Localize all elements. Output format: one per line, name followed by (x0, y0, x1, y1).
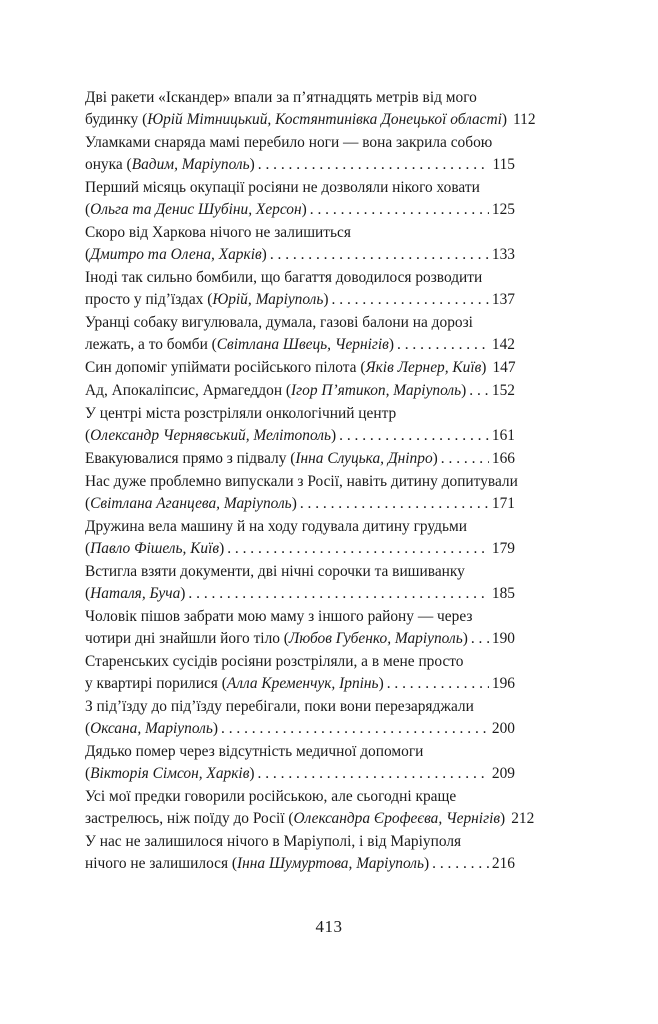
toc-entry-source: Яків Лернер, Київ (365, 359, 482, 376)
toc-entry-last-line (85, 154, 515, 176)
toc-entry-source: Олександр Чернявський, Мелітополь (90, 427, 331, 444)
toc-entry-text (85, 380, 466, 402)
toc-entry-text (85, 289, 329, 311)
toc-entry-page-number: 133 (491, 246, 515, 263)
toc-entry-last-line (85, 493, 515, 515)
dot-leader (339, 425, 489, 447)
toc-entry-last-line (85, 628, 515, 650)
toc-entry-page-number: 147 (492, 359, 516, 376)
toc-entry-page-number: 185 (491, 585, 515, 602)
toc-entry-title-line: Дядько помер через відсутність медичної допомоги (85, 743, 424, 760)
toc-entry-source: Любов Губенко, Маріуполь (288, 630, 463, 647)
toc-entry (85, 87, 536, 131)
toc-entry (85, 516, 515, 560)
toc-entry-source: Оксана, Маріуполь (90, 720, 213, 737)
toc-entry-close-paren: ) (330, 427, 337, 444)
toc-entry-title-line: З під’їзду до під’їзду перебігали, поки вони перезаряджали (85, 698, 474, 715)
toc-entry-title-line: Уранці собаку вигулювала, думала, газові балони на дорозі (85, 314, 473, 331)
toc-entry (85, 222, 515, 266)
toc-entry-text (85, 673, 384, 695)
toc-entry-title-end: ( (85, 765, 91, 782)
toc-entry-page-number: 212 (511, 810, 535, 827)
dot-leader (387, 673, 489, 695)
toc-entry-text (85, 853, 429, 875)
toc-entry-page-number: 179 (491, 540, 515, 557)
table-of-contents (85, 87, 536, 876)
toc-entry-text (85, 808, 505, 830)
toc-entry-last-line (85, 853, 515, 875)
toc-entry-source: Юрій, Маріуполь (212, 291, 324, 308)
toc-entry (85, 606, 515, 650)
toc-entry-close-paren: ) (212, 720, 218, 737)
dot-leader (441, 448, 489, 470)
toc-entry-source: Юрій Мітницький, Костянтинівка Донецької області (147, 111, 502, 128)
toc-entry-page-number: 142 (491, 336, 515, 353)
toc-entry-title-end: ( (85, 720, 91, 737)
toc-entry-text (85, 583, 185, 605)
toc-entry-title-end: ( (85, 246, 91, 263)
toc-entry (85, 448, 515, 470)
toc-entry-text (85, 493, 297, 515)
dot-leader (310, 199, 489, 221)
toc-entry-source: Дмитро та Олена, Харків (90, 246, 262, 263)
toc-entry-close-paren: ) (424, 855, 430, 872)
toc-entry-title-line: У нас не залишилося нічого в Маріуполі, і від Маріуполя (85, 833, 462, 850)
toc-entry (85, 312, 515, 356)
toc-entry-close-paren: ) (323, 291, 329, 308)
toc-entry-title-end: Ад, Апокаліпсис, Армагеддон ( (85, 382, 292, 399)
dot-leader (397, 334, 489, 356)
toc-entry-last-line (85, 673, 515, 695)
toc-entry-page-number: 209 (491, 765, 515, 782)
toc-entry-page-number: 216 (491, 855, 515, 872)
toc-entry-last-line (85, 289, 515, 311)
toc-entry-page-number: 166 (491, 450, 515, 467)
toc-entry-last-line (85, 425, 515, 447)
toc-entry-last-line (85, 763, 515, 785)
toc-entry (85, 357, 515, 379)
dot-leader (270, 244, 489, 266)
toc-entry-text (85, 763, 255, 785)
toc-entry-title-line: Старенських сусідів росіяни розстріляли, а в мене просто (85, 653, 464, 670)
toc-entry-text (85, 244, 267, 266)
toc-entry-title-end: ( (85, 585, 91, 602)
toc-entry-title-line: У центрі міста розстріляли онкологічний центр (85, 405, 397, 422)
toc-entry-title-line: Скоро від Харкова нічого не залишиться (85, 224, 351, 241)
toc-entry-last-line (85, 334, 515, 356)
toc-entry (85, 132, 515, 176)
toc-entry-page-number: 161 (491, 427, 515, 444)
dot-leader (332, 289, 489, 311)
toc-entry-source: Вадим, Маріуполь (131, 156, 250, 173)
toc-entry-page-number: 196 (491, 675, 515, 692)
toc-entry-source: Інна Слуцька, Дніпро (295, 450, 433, 467)
dot-leader (471, 628, 489, 650)
toc-entry-last-line (85, 357, 515, 379)
dot-leader (469, 380, 489, 402)
toc-entry-close-paren: ) (500, 810, 506, 827)
toc-entry-source: Олександра Єрофеєва, Чернігів (293, 810, 501, 827)
toc-entry-title-end: нічого не залишилося ( (85, 855, 238, 872)
toc-entry-page-number: 115 (492, 156, 515, 173)
toc-entry-text (85, 425, 336, 447)
toc-entry-page-number: 200 (491, 720, 515, 737)
toc-entry-last-line (85, 199, 515, 221)
toc-entry-page-number: 190 (491, 630, 515, 647)
toc-entry-title-end: Евакуювалися прямо з підвалу ( (85, 450, 296, 467)
toc-entry-text (85, 448, 438, 470)
toc-entry-last-line (85, 808, 535, 830)
toc-entry-close-paren: ) (249, 156, 255, 173)
toc-entry (85, 831, 515, 875)
toc-entry-close-paren: ) (219, 540, 225, 557)
toc-entry-text (85, 154, 255, 176)
toc-entry (85, 471, 518, 515)
toc-entry-title-end: чотири дні знайшли його тіло ( (85, 630, 289, 647)
toc-entry-close-paren: ) (291, 495, 297, 512)
toc-entry-close-paren: ) (461, 382, 467, 399)
toc-entry-last-line (85, 583, 515, 605)
toc-entry-title-line: Усі мої предки говорили російською, але сьогодні краще (85, 788, 457, 805)
toc-entry-title-line: Дві ракети «Іскандер» впали за п’ятнадцять метрів від мого (85, 89, 477, 106)
toc-entry-text (85, 718, 218, 740)
toc-entry-title-end: у квартирі порилися ( (85, 675, 227, 692)
toc-entry-title-line: Встигла взяти документи, дві нічні сорочки та вишиванку (85, 563, 465, 580)
toc-entry (85, 741, 515, 785)
toc-entry-page-number: 137 (491, 291, 515, 308)
toc-entry-close-paren: ) (501, 111, 508, 128)
toc-entry-text (85, 357, 486, 379)
toc-entry-title-end: ( (85, 495, 91, 512)
toc-entry (85, 561, 515, 605)
toc-entry-title-end: застрелюсь, ніж поїду до Росії ( (85, 810, 294, 827)
toc-entry-title-line: Нас дуже проблемно випускали з Росії, навіть дитину допитували (85, 473, 518, 490)
toc-entry-title-end: лежать, а то бомби ( (85, 336, 217, 353)
toc-entry (85, 177, 515, 221)
toc-entry-close-paren: ) (432, 450, 438, 467)
dot-leader (258, 763, 489, 785)
toc-entry-source: Ольга та Денис Шубіни, Херсон (90, 201, 302, 218)
dot-leader (300, 493, 489, 515)
dot-leader (432, 853, 489, 875)
toc-entry-last-line (85, 718, 515, 740)
toc-entry-source: Вікторія Сімсон, Харків (90, 765, 250, 782)
toc-entry (85, 786, 535, 830)
toc-entry-source: Світлана Швець, Чернігів (216, 336, 389, 353)
toc-entry-source: Павло Фішель, Київ (90, 540, 220, 557)
toc-entry-text (85, 538, 224, 560)
toc-entry-title-end: будинку ( (85, 111, 148, 128)
toc-entry-last-line (85, 244, 515, 266)
dot-leader (188, 583, 488, 605)
toc-entry-title-end: Син допоміг упіймати російського пілота ( (85, 359, 366, 376)
toc-entry (85, 696, 515, 740)
toc-entry-title-end: ( (85, 201, 91, 218)
toc-entry-close-paren: ) (301, 201, 307, 218)
toc-entry-last-line (85, 380, 515, 402)
toc-entry-text (85, 199, 307, 221)
toc-entry-close-paren: ) (180, 585, 186, 602)
toc-entry-last-line (85, 109, 536, 131)
toc-entry-close-paren: ) (388, 336, 394, 353)
toc-entry (85, 380, 515, 402)
toc-entry-title-line: Іноді так сильно бомбили, що багаття доводилося розводити (85, 269, 483, 286)
toc-entry (85, 651, 515, 695)
toc-entry-source: Інна Шумуртова, Маріуполь (237, 855, 425, 872)
toc-entry-page-number: 125 (491, 201, 515, 218)
toc-entry-close-paren: ) (462, 630, 468, 647)
page-number: 413 (315, 917, 343, 936)
toc-entry-close-paren: ) (481, 359, 487, 376)
toc-entry-last-line (85, 538, 515, 560)
toc-entry-title-end: просто у під’їздах ( (85, 291, 213, 308)
toc-entry-page-number: 171 (491, 495, 515, 512)
toc-entry-page-number: 112 (513, 111, 536, 128)
toc-entry (85, 403, 515, 447)
toc-entry-last-line (85, 448, 515, 470)
toc-entry-text (85, 334, 394, 356)
toc-entry-source: Алла Кременчук, Ірпінь (226, 675, 379, 692)
toc-entry-close-paren: ) (261, 246, 267, 263)
toc-entry-title-end: ( (85, 540, 91, 557)
toc-entry (85, 267, 515, 311)
toc-entry-title-line: Уламками снаряда мамі перебило ноги — вона закрила собою (85, 134, 493, 151)
toc-entry-close-paren: ) (249, 765, 255, 782)
toc-entry-title-end: ( (85, 427, 91, 444)
toc-entry-source: Ігор П’ятикоп, Маріуполь (291, 382, 462, 399)
toc-entry-page-number: 152 (491, 382, 515, 399)
toc-entry-source: Наталя, Буча (90, 585, 181, 602)
toc-entry-title-end: онука ( (85, 156, 132, 173)
dot-leader (227, 538, 489, 560)
toc-entry-title-line: Чоловік пішов забрати мою маму з іншого району — через (85, 608, 473, 625)
toc-entry-title-line: Дружина вела машину й на ходу годувала дитину грудьми (85, 518, 467, 535)
toc-entry-title-line: Перший місяць окупації росіяни не дозволяли нікого ховати (85, 179, 480, 196)
dot-leader (258, 154, 490, 176)
toc-entry-source: Світлана Аганцева, Маріуполь (90, 495, 292, 512)
dot-leader (221, 718, 489, 740)
toc-entry-close-paren: ) (378, 675, 384, 692)
toc-entry-text (85, 109, 507, 131)
toc-entry-text (85, 628, 468, 650)
